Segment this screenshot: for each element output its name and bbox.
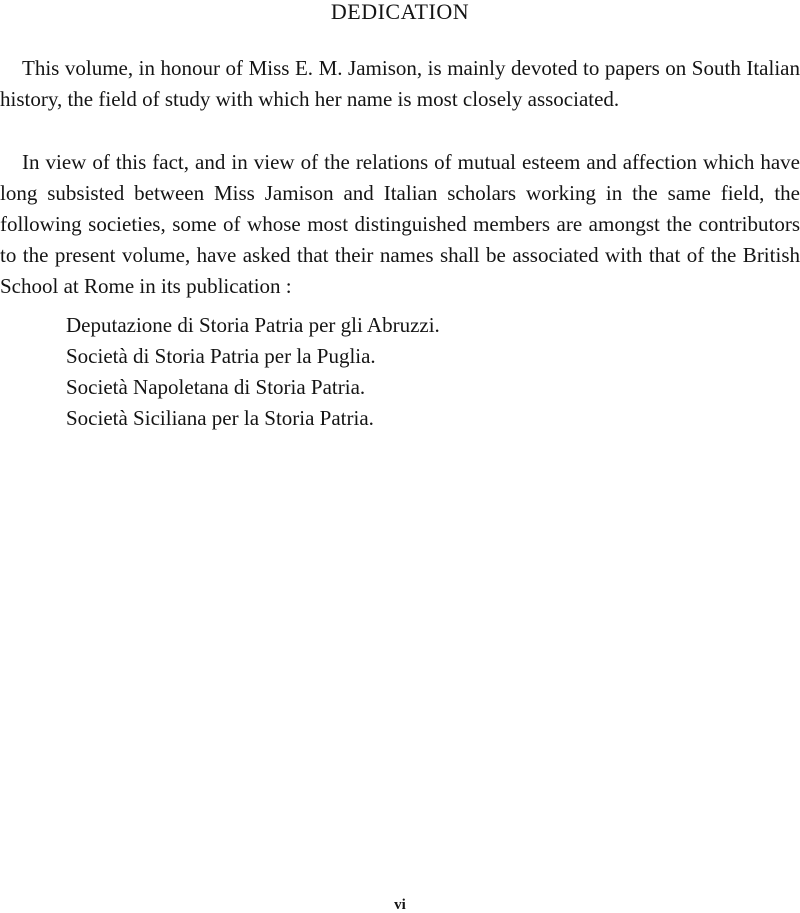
page-title: DEDICATION xyxy=(330,0,470,24)
list-item: Deputazione di Storia Patria per gli Abruzzi. xyxy=(66,313,440,337)
societies-list xyxy=(66,310,440,434)
list-item: Società di Storia Patria per la Puglia. xyxy=(66,344,376,368)
dedication-paragraph-2: In view of this fact, and in view of the relations of mutual esteem and affection which have long subsisted between Miss Jamison and Italian scholars working in the same field, the following societies, some of whose most distinguished members are amongst the contributors to the present volume, have asked that their names shall be associated with that of the British School at Rome in its publication : xyxy=(0,150,800,298)
list-item: Società Siciliana per la Storia Patria. xyxy=(66,406,374,430)
page-number: vi xyxy=(394,897,406,913)
list-item: Società Napoletana di Storia Patria. xyxy=(66,375,366,399)
dedication-paragraph-1: This volume, in honour of Miss E. M. Jamison, is mainly devoted to papers on South Italian history, the field of study with which her name is most closely associated. xyxy=(0,56,800,111)
